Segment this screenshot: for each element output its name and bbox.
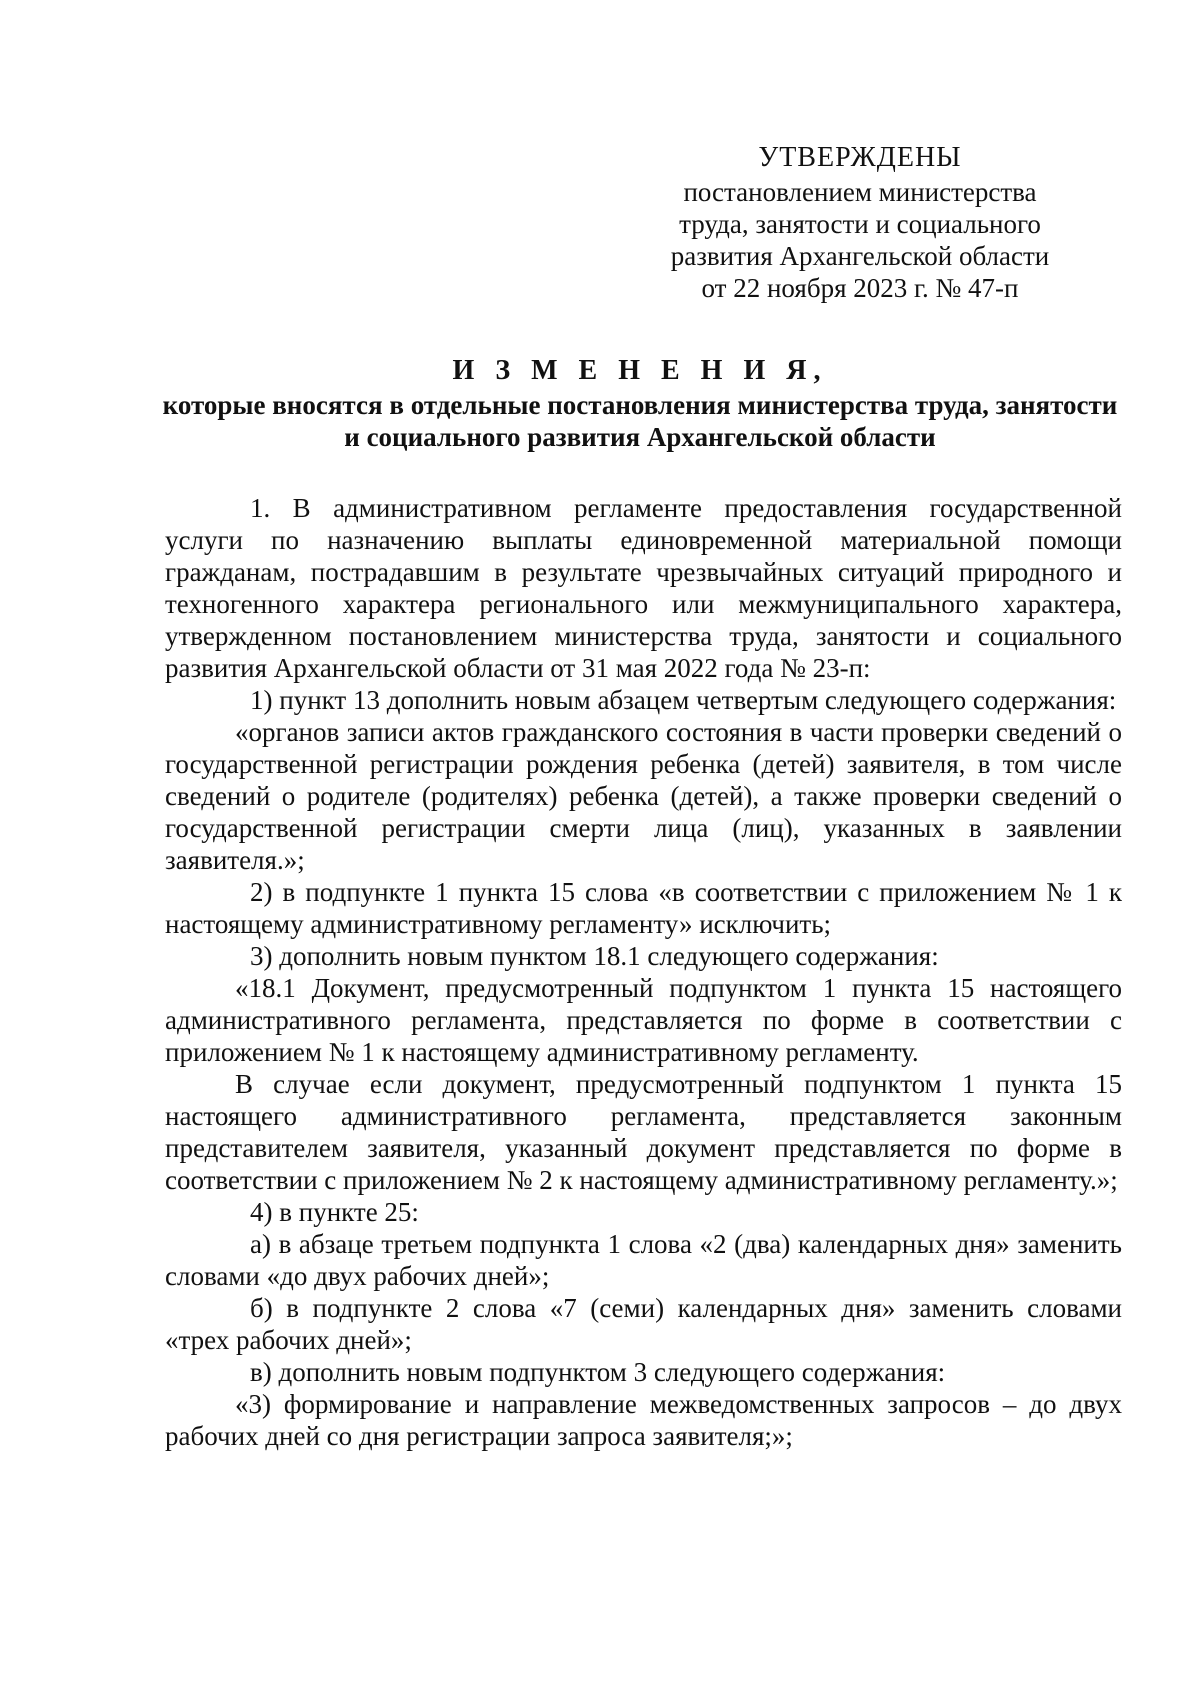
document-subtitle: которые вносятся в отдельные постановления министерства труда, занятости и социального развития Архангельской области (162, 390, 1118, 452)
approval-stamp (650, 142, 1070, 304)
approval-line-3: развития Архангельской области (670, 241, 1050, 271)
document-body (165, 492, 1122, 1452)
approval-line-1: постановлением министерства (683, 177, 1037, 207)
paragraph-7: В случае если документ, предусмотренный подпунктом 1 пункта 15 настоящего административного регламента, представляется законным представителем заявителя, указанный документ представляется по форме в соответствии с приложением № 2 к настоящему административному регламенту.»; (165, 1069, 1122, 1195)
approval-title: УТВЕРЖДЕНЫ (758, 142, 962, 173)
document-heading (160, 355, 1120, 453)
document-title: И З М Е Н Е Н И Я, (452, 355, 828, 386)
paragraph-2: 1) пункт 13 дополнить новым абзацем четвертым следующего содержания: (250, 685, 1117, 715)
approval-line-4: от 22 ноября 2023 г. № 47-п (701, 273, 1019, 303)
approval-line-2: труда, занятости и социального (679, 209, 1041, 239)
paragraph-3: «органов записи актов гражданского состояния в части проверки сведений о государственной регистрации рождения ребенка (детей) заявителя, в том числе сведений о родителе (родителях) ребенка (детей), а также проверки сведений о государственной регистрации смерти лица (лиц), указанных в заявлении заявителя.»; (165, 717, 1122, 875)
paragraph-9: а) в абзаце третьем подпункта 1 слова «2 (два) календарных дня» заменить словами «до двух рабочих дней»; (165, 1229, 1122, 1291)
paragraph-11: в) дополнить новым подпунктом 3 следующего содержания: (250, 1357, 946, 1387)
paragraph-6: «18.1 Документ, предусмотренный подпунктом 1 пункта 15 настоящего административного регламента, представляется по форме в соответствии с приложением № 1 к настоящему административному регламенту. (165, 973, 1122, 1067)
paragraph-10: б) в подпункте 2 слова «7 (семи) календарных дня» заменить словами «трех рабочих дней»; (165, 1293, 1122, 1355)
paragraph-8: 4) в пункте 25: (250, 1197, 419, 1227)
paragraph-12: «3) формирование и направление межведомственных запросов – до двух рабочих дней со дня регистрации запроса заявителя;»; (165, 1389, 1122, 1451)
paragraph-4: 2) в подпункте 1 пункта 15 слова «в соответствии с приложением № 1 к настоящему административному регламенту» исключить; (165, 877, 1122, 939)
paragraph-1: 1. В административном регламенте предоставления государственной услуги по назначению выплаты единовременной материальной помощи гражданам, пострадавшим в результате чрезвычайных ситуаций природного и техногенного характера регионального или межмуниципального характера, утвержденном постановлением министерства труда, занятости и социального развития Архангельской области от 31 мая 2022 года № 23-п: (165, 493, 1122, 683)
paragraph-5: 3) дополнить новым пунктом 18.1 следующего содержания: (250, 941, 939, 971)
